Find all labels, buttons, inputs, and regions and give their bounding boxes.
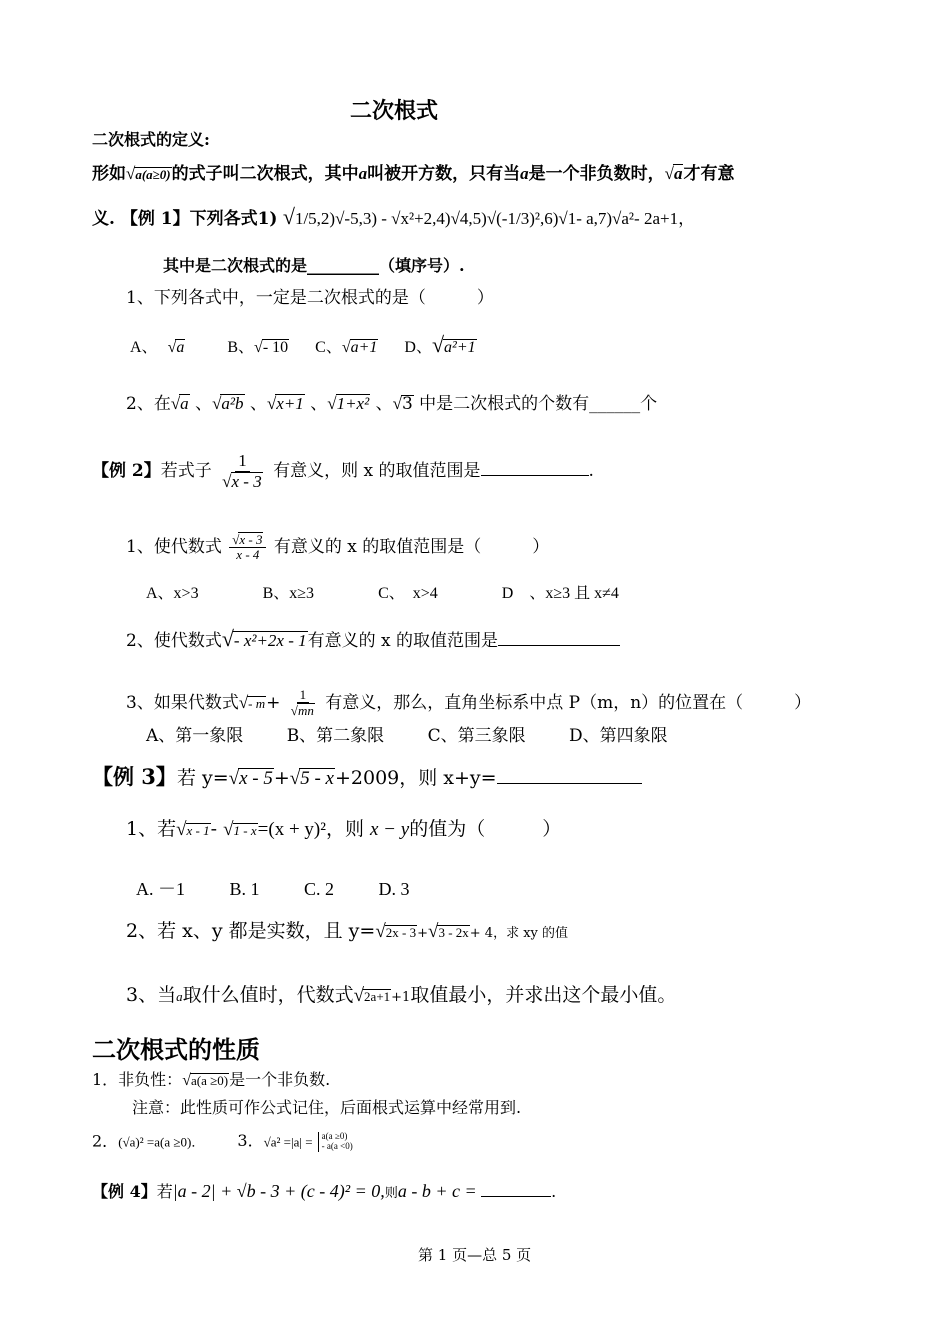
question-2: 2、在√a 、√a²b 、√x+1 、√1+x² 、√3 中是二次根式的个数有______个 bbox=[126, 394, 658, 414]
example-1-items: 1/5,2)√-5,3) - √x²+2,4)√4,5)√(-1/3)²,6)√1- a,7)√a²- 2a+1 bbox=[294, 209, 679, 228]
example-4: 【例 4】若|a - 2| + √b - 3 + (c - 4)² = 0,则a - b + c = . bbox=[92, 1181, 557, 1201]
definition-line-1: 形如√a(a≥0)的式子叫二次根式，其中a叫被开方数，只有当a是一个非负数时，√a才有意 bbox=[92, 164, 735, 184]
properties-heading: 二次根式的性质 bbox=[92, 1035, 260, 1064]
example-2-question-3-options: A、第一象限 B、第二象限 C、第三象限 D、第四象限 bbox=[146, 726, 668, 746]
definition-heading: 二次根式的定义: bbox=[92, 130, 210, 149]
question-1-options: A、 √a B、√- 10 C、√a+1 D、√a²+1 bbox=[130, 332, 476, 357]
example-1-question: 其中是二次根式的是_________（填序号）. bbox=[163, 256, 465, 275]
example-1-line: 义. 【例 1】下列各式1) √1/5,2)√-5,3) - √x²+2,4)√4,5)√(-1/3)²,6)√1- a,7)√a²- 2a+1， bbox=[92, 204, 696, 229]
example-3-question-2: 2、若 x、y 都是实数，且 y=√2x - 3+√3 - 2x+ 4，求 xy 的值 bbox=[126, 920, 569, 942]
property-1: 1．非负性：√a(a ≥0)是一个非负数. bbox=[92, 1070, 331, 1089]
property-note: 注意：此性质可作公式记住，后面根式运算中经常用到. bbox=[132, 1098, 522, 1117]
sqrt-a-expr: a(a≥0) bbox=[135, 167, 171, 182]
example-3-question-1: 1、若√x - 1- √1 - x=(x + y)²，则 x − y的值为（ ） bbox=[126, 818, 562, 840]
example-2-question-2: 2、使代数式√- x²+2x - 1有意义的 x 的取值范围是 bbox=[126, 628, 620, 650]
example-2-question-1: 1、使代数式 $\frac{√x - 3}{x - 4}$ 有意义的 x 的取值范围是（ ） bbox=[126, 532, 550, 563]
page-title: 二次根式 bbox=[350, 98, 439, 124]
example-3-question-3: 3、当a取什么值时，代数式√2a+1+1取值最小，并求出这个最小值。 bbox=[126, 984, 677, 1006]
question-1-stem: 1、下列各式中，一定是二次根式的是（ ） bbox=[126, 288, 494, 308]
property-2-3: 2．(√a)² =a(a ≥0)． 3．√a² =|a| = a(a ≥0) - a(a <0) bbox=[92, 1131, 353, 1151]
example-2: 【例 2】若式子 $\frac{1}{√x - 3}$ 有意义，则 x 的取值范围是 . bbox=[92, 451, 594, 491]
example-2-question-1-options: A、x>3 B、x≥3 C、 x>4 D 、x≥3 且 x≠4 bbox=[146, 585, 619, 602]
example-3: 【例 3】若 y=√x - 5+√5 - x+2009，则 x+y= bbox=[92, 766, 642, 788]
page-footer: 第 1 页—总 5 页 bbox=[418, 1246, 532, 1264]
example-2-question-3: 3、如果代数式√- m+ $\frac{1}{√mn}$ 有意义，那么，直角坐标系中点 P（m，n）的位置在（ ） bbox=[126, 687, 812, 719]
example-3-question-1-options: A. －1 B. 1 C. 2 D. 3 bbox=[136, 879, 410, 899]
